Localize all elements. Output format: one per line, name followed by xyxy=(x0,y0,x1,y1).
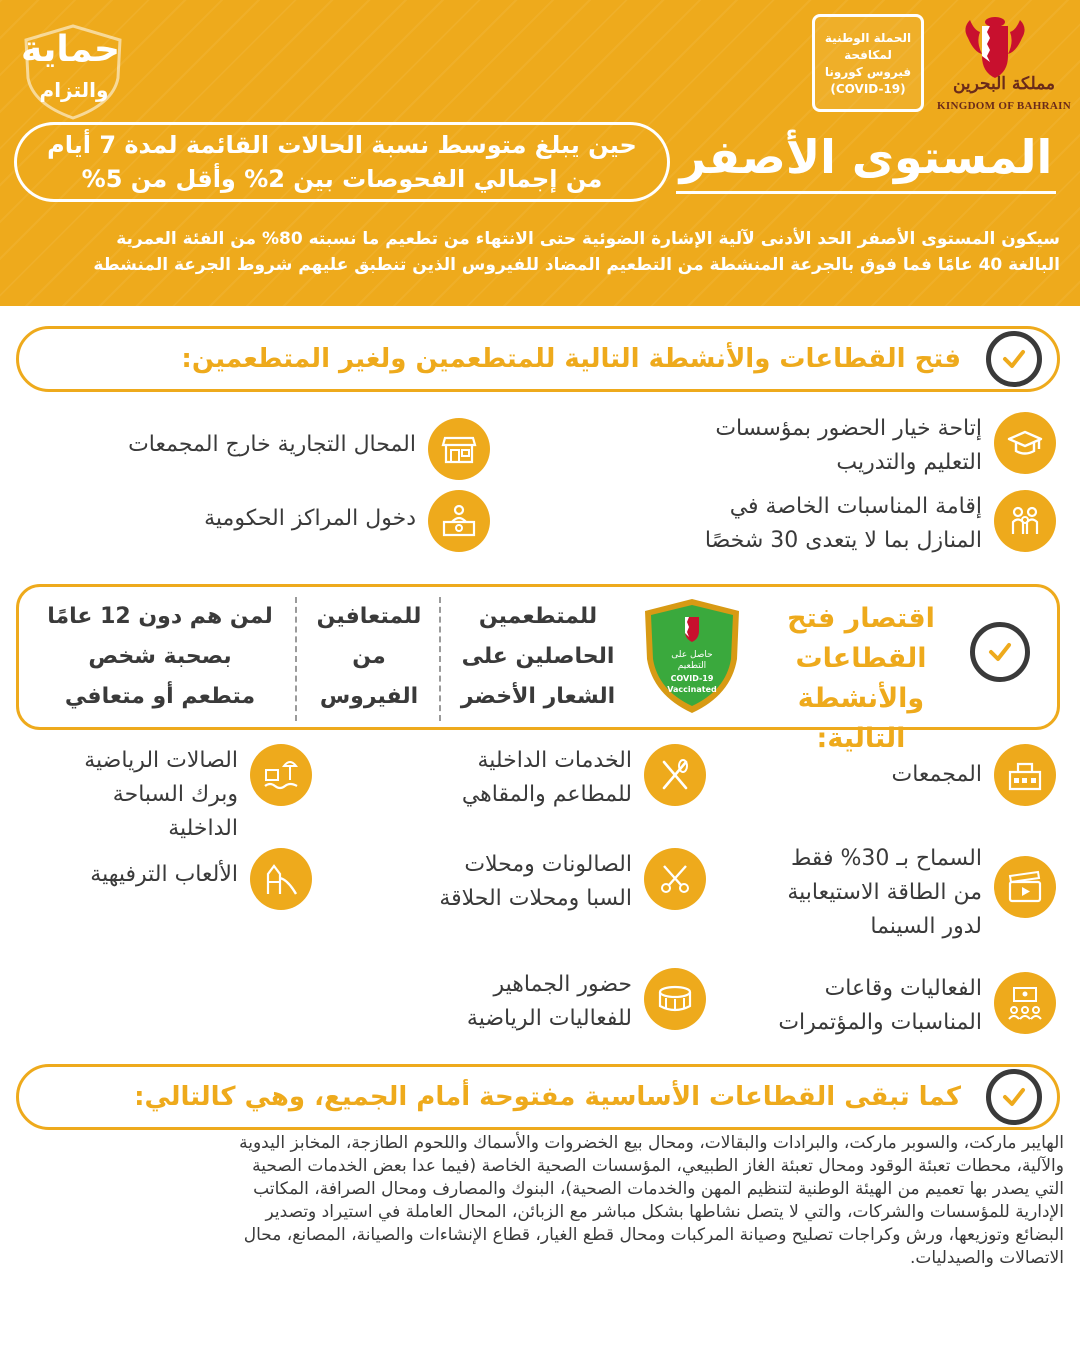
criteria-line: حين يبلغ متوسط نسبة الحالات القائمة لمدة 7 أيام xyxy=(47,131,637,159)
conference-icon xyxy=(994,972,1056,1034)
graduation-cap-icon xyxy=(994,412,1056,474)
campaign-line: لمكافحة xyxy=(844,47,892,62)
section3-heading xyxy=(16,1064,1060,1130)
category-vaccinated xyxy=(443,593,633,721)
activity-line: لدور السينما xyxy=(870,914,982,939)
activity-item xyxy=(778,972,1056,1040)
category-line: من xyxy=(352,644,386,669)
activity-item xyxy=(715,412,1056,480)
campaign-line: الحملة الوطنية xyxy=(824,30,912,45)
body-line: التي يصدر بها تعميم من الهيئة الوطنية لتنظيم المهن والخدمات الصحية)، البنوك والمصارف ومحال الصرافة، المكاتب xyxy=(253,1179,1064,1199)
activity-line: المنازل بما لا يتعدى 30 شخصًا xyxy=(704,528,982,553)
dashed-divider xyxy=(439,597,441,721)
campaign-line: (COVID-19) xyxy=(830,81,906,96)
criteria-line: من إجمالي الفحوصات بين 2% وأقل من 5% xyxy=(81,165,603,193)
body-line: الإدارية للمؤسسات والشركات، والتي لا يتصل نشاطها بشكل مباشر مع الزبائن، المحال العاملة في استيراد وتصدير xyxy=(265,1202,1064,1222)
activity-line: وبرك السباحة xyxy=(112,782,238,807)
activity-line: التعليم والتدريب xyxy=(836,450,982,475)
category-line: الشعار الأخضر xyxy=(460,684,616,709)
essential-sectors-text xyxy=(20,1132,1064,1270)
mall-icon xyxy=(994,744,1056,806)
himaya-logo xyxy=(18,22,128,122)
activity-line: حضور الجماهير xyxy=(493,972,632,997)
section2-title-line: اقتصار فتح xyxy=(787,603,935,634)
badge-line-4: Vaccinated xyxy=(667,685,717,694)
activity-line: السماح بـ 30% فقط xyxy=(790,846,982,871)
family-gathering-icon xyxy=(994,490,1056,552)
gym-pool-icon xyxy=(250,744,312,806)
category-line: بصحبة شخص xyxy=(88,644,232,669)
activity-line: الألعاب الترفيهية xyxy=(90,862,238,887)
badge-line-1: حاصل على xyxy=(671,650,713,660)
section2-title-line: القطاعات xyxy=(795,643,927,674)
badge-line-2: التطعيم xyxy=(677,661,707,671)
activity-label xyxy=(787,842,982,944)
activity-item xyxy=(90,848,312,910)
section1-heading xyxy=(16,326,1060,392)
activity-line: للفعاليات الرياضية xyxy=(466,1006,632,1031)
body-line: الاتصالات والصيدليات. xyxy=(910,1248,1064,1268)
check-circle-icon xyxy=(970,622,1030,682)
activity-label xyxy=(715,412,982,480)
cinema-icon xyxy=(994,856,1056,918)
vaccinated-shield-badge xyxy=(641,597,743,715)
restricted-access-box xyxy=(16,584,1060,754)
dashed-divider xyxy=(295,597,297,721)
government-desk-icon xyxy=(428,490,490,552)
body-line: والآلية، محطات تعبئة الوقود ومحال تعبئة الغاز الطبيعي، المؤسسات الصحية الخاصة (فيما عدا بعض الخدمات الصحية xyxy=(252,1156,1064,1176)
badge-line-3: COVID-19 xyxy=(670,674,714,683)
activity-line: الخدمات الداخلية xyxy=(477,748,632,773)
activity-line: دخول المراكز الحكومية xyxy=(204,506,416,531)
activity-label xyxy=(462,744,632,812)
activity-item xyxy=(787,842,1056,944)
category-line: للمتطعمين xyxy=(478,604,598,629)
campaign-line: فيروس كورونا xyxy=(824,64,912,79)
activity-item xyxy=(128,418,490,480)
section2-title xyxy=(761,599,961,759)
activity-item xyxy=(462,744,706,812)
activity-label xyxy=(778,972,982,1040)
activity-line: الداخلية xyxy=(168,816,238,841)
category-under-12 xyxy=(29,593,291,721)
activity-line: المناسبات والمؤتمرات xyxy=(778,1010,982,1035)
kingdom-name-arabic: مملكة البحرين xyxy=(952,74,1056,94)
activity-line: إتاحة خيار الحضور بمؤسسات xyxy=(715,416,982,441)
activity-line: من الطاقة الاستيعابية xyxy=(787,880,982,905)
body-line: البضائع وتوزيعها، ورش وكراجات تصليح وصيانة المركبات ومحال قطع الغيار، قطاع الإنشاءات والصيانة، المصانع، محال xyxy=(243,1225,1064,1245)
category-line: الفيروس xyxy=(319,684,419,709)
stadium-icon xyxy=(644,968,706,1030)
bahrain-crest-icon xyxy=(960,16,1030,80)
activity-label xyxy=(705,490,982,558)
category-line: لمن هم دون 12 عامًا xyxy=(47,604,273,629)
category-line: الحاصلين على xyxy=(461,644,615,669)
activity-line: إقامة المناسبات الخاصة في xyxy=(729,494,982,519)
activity-label xyxy=(90,848,238,892)
salon-icon xyxy=(644,848,706,910)
section3-title: كما تبقى القطاعات الأساسية مفتوحة أمام الجميع، وهي كالتالي: xyxy=(134,1082,961,1112)
activity-item xyxy=(705,490,1056,558)
activity-line: المجمعات xyxy=(891,762,982,787)
intro-line: البالغة 40 عامًا فما فوق بالجرعة المنشطة من التطعيم المضاد للفيروس الذين تنطبق عليهم شروط الجرعة المنشطة xyxy=(93,255,1060,275)
category-recovered xyxy=(301,593,437,721)
category-line: للمتعافين xyxy=(316,604,422,629)
kingdom-name-english: KINGDOM OF BAHRAIN xyxy=(937,100,1071,112)
logo-line-1: حماية xyxy=(21,29,120,70)
section2-title-line: والأنشطة التالية: xyxy=(797,683,925,754)
restaurant-icon xyxy=(644,744,706,806)
activity-item xyxy=(467,968,706,1036)
campaign-badge xyxy=(812,14,924,112)
check-circle-icon xyxy=(986,1069,1042,1125)
intro-text xyxy=(20,226,1060,278)
logo-line-2: والتزام xyxy=(39,78,109,102)
activity-item xyxy=(204,490,490,552)
category-line: متطعم أو متعافي xyxy=(64,684,256,709)
level-title: المستوى الأصفر xyxy=(676,126,1056,194)
activity-label xyxy=(439,848,632,916)
activity-line: الصالات الرياضية xyxy=(84,748,238,773)
header-banner xyxy=(0,0,1080,306)
activity-item xyxy=(892,744,1056,806)
storefront-icon xyxy=(428,418,490,480)
intro-line: سيكون المستوى الأصفر الحد الأدنى لآلية الإشارة الضوئية حتى الانتهاء من تطعيم ما نسبته 80% من الفئة العمرية xyxy=(116,229,1060,249)
criteria-box xyxy=(14,122,670,202)
activity-line: السبا ومحلات الحلاقة xyxy=(439,886,632,911)
activity-line: الصالونات ومحلات xyxy=(464,852,632,877)
activity-label xyxy=(467,968,632,1036)
activity-item xyxy=(439,848,706,916)
activity-line: المحال التجارية خارج المجمعات xyxy=(128,432,416,457)
activity-label xyxy=(892,744,982,792)
section1-title: فتح القطاعات والأنشطة التالية للمتطعمين ولغير المتطعمين: xyxy=(181,344,961,374)
activity-line: الفعاليات وقاعات xyxy=(824,976,982,1001)
activity-item xyxy=(84,744,312,846)
playground-icon xyxy=(250,848,312,910)
activity-line: للمطاعم والمقاهي xyxy=(461,782,632,807)
activity-label xyxy=(204,490,416,536)
check-circle-icon xyxy=(986,331,1042,387)
activity-label xyxy=(128,418,416,462)
activity-label xyxy=(84,744,238,846)
body-line: الهايبر ماركت، والسوبر ماركت، والبرادات والبقالات، ومحال بيع الخضروات والأسماك واللحوم الطازجة، المخابز اليدوية xyxy=(239,1133,1064,1153)
